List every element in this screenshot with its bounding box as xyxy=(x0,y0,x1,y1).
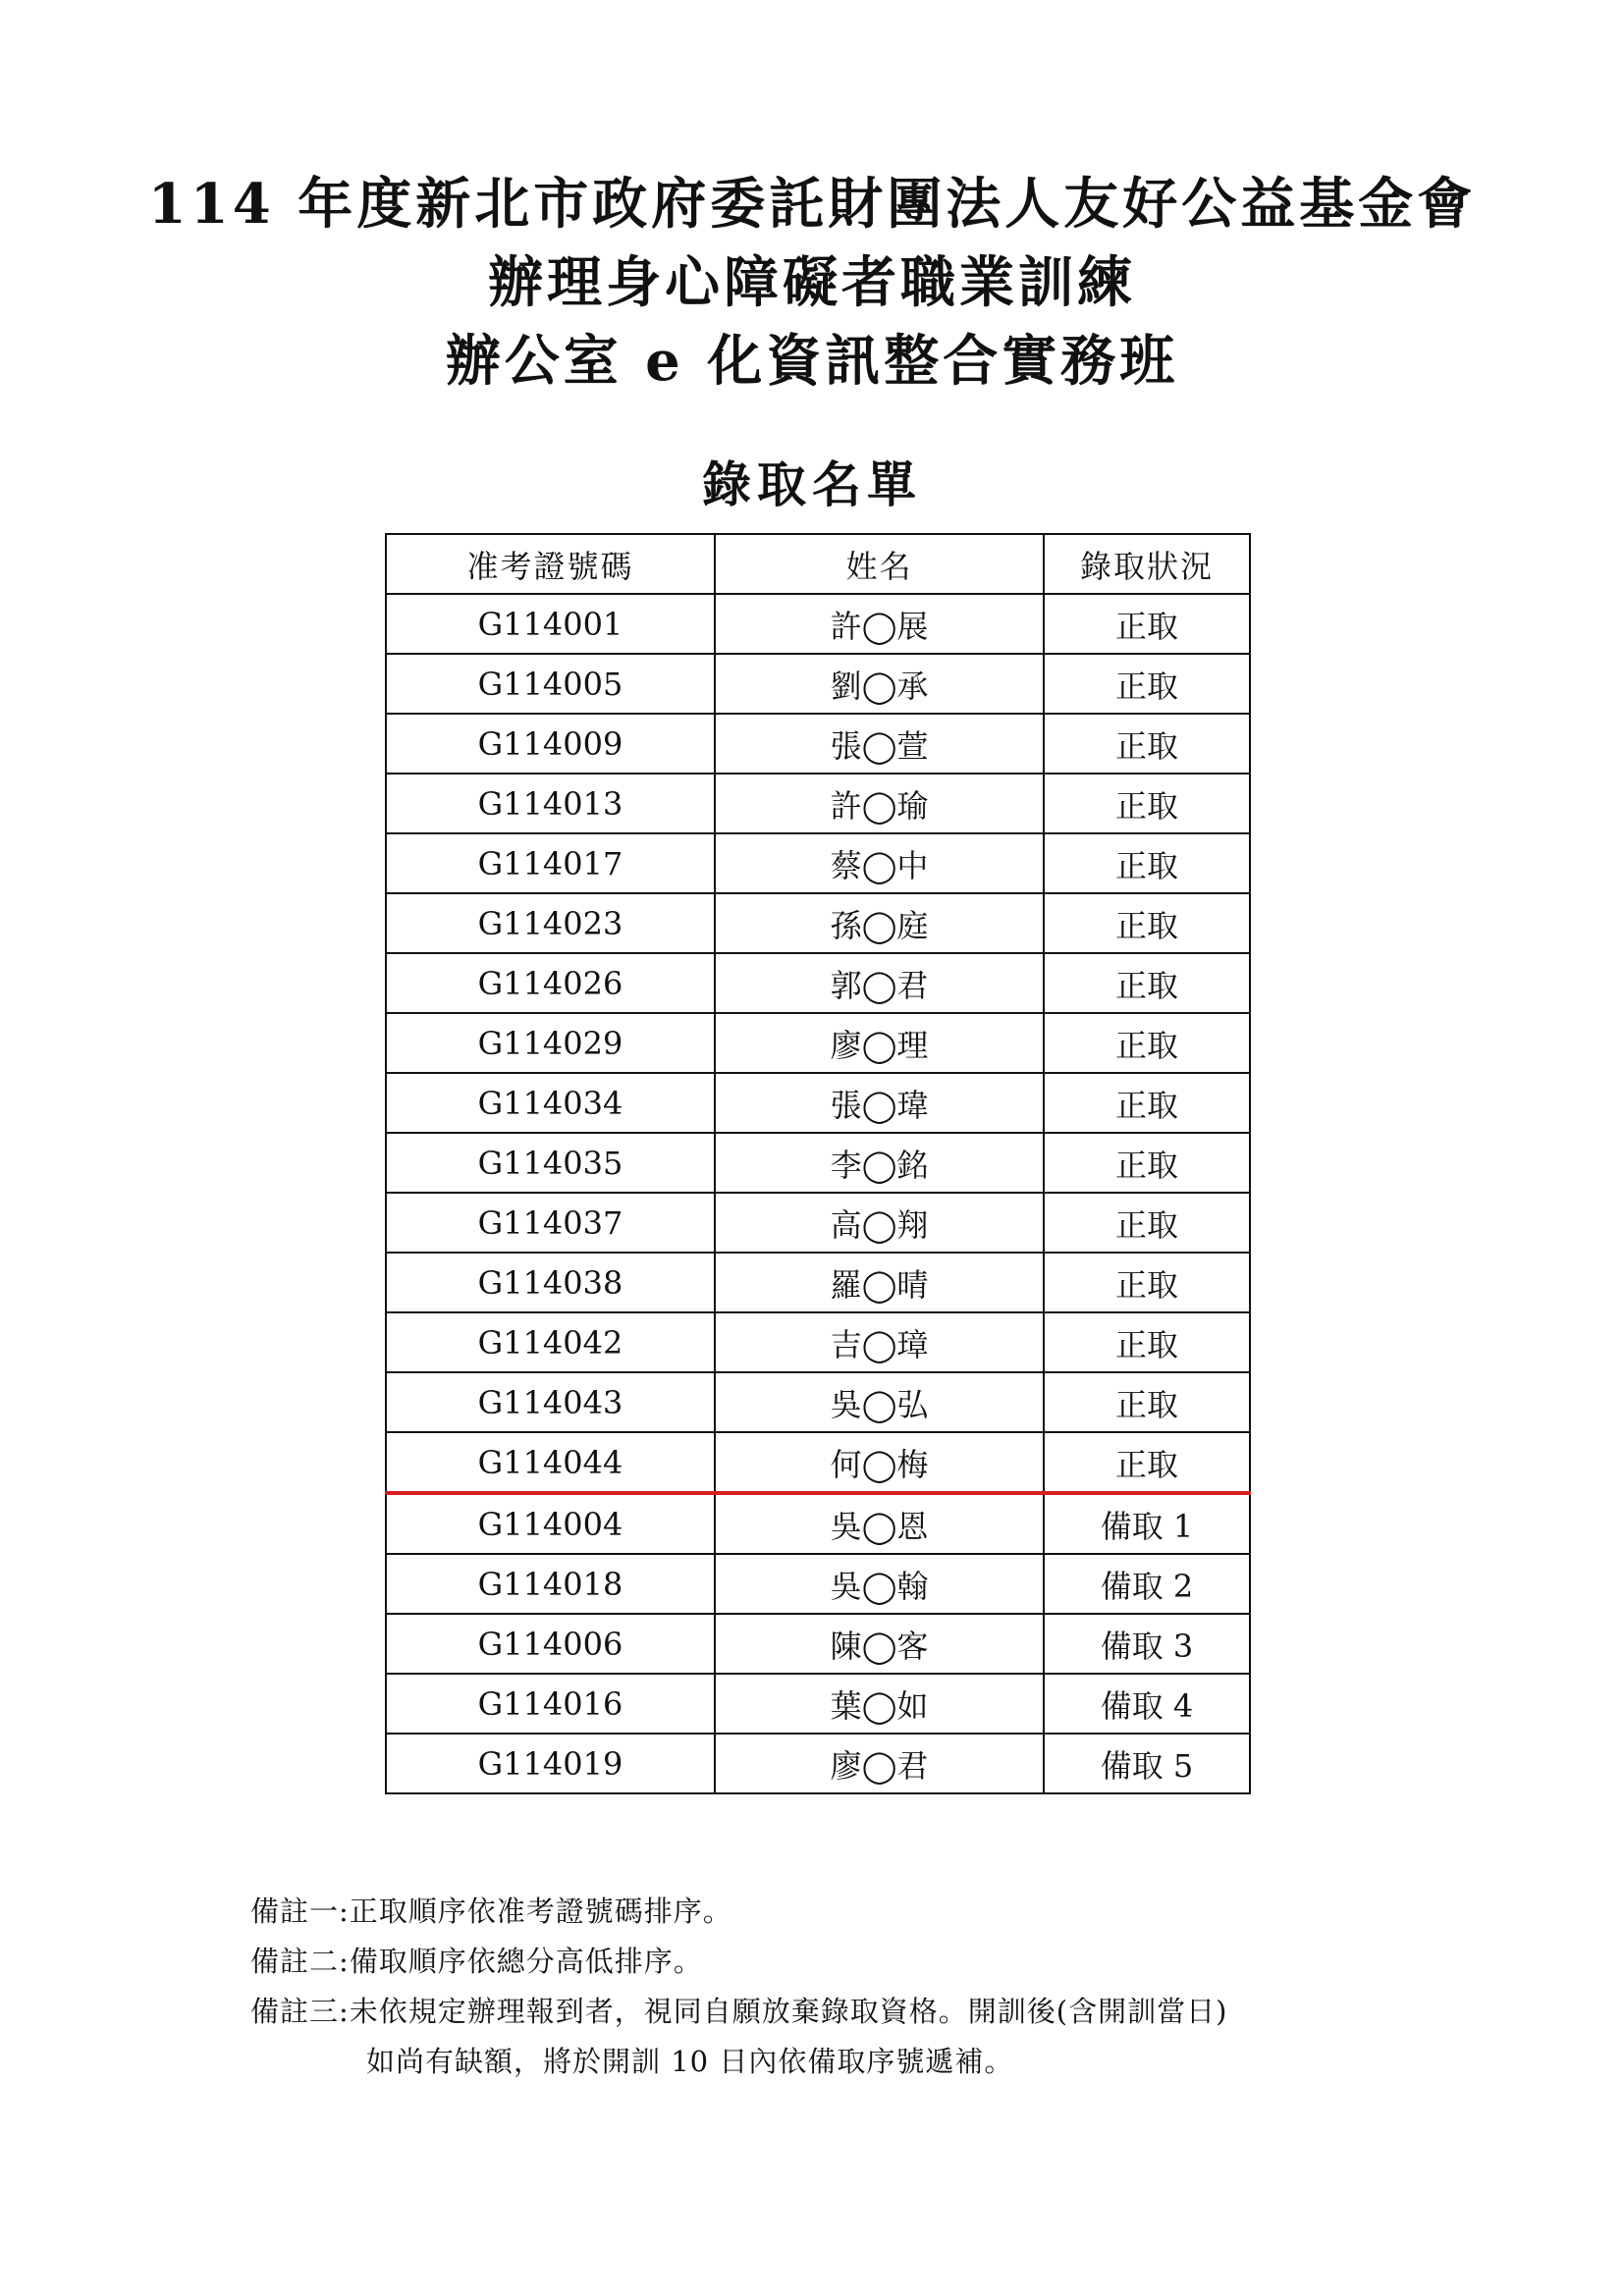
status-cell: 正取 xyxy=(1044,893,1250,953)
header-exam-number: 准考證號碼 xyxy=(386,534,715,594)
table-row xyxy=(386,1554,1250,1614)
exam-number-cell: G114034 xyxy=(386,1073,715,1133)
table-row xyxy=(386,1734,1250,1793)
title-line-2: 辦理身心障礙者職業訓練 xyxy=(488,250,1136,315)
header-status: 錄取狀況 xyxy=(1044,534,1250,594)
exam-number-cell: G114037 xyxy=(386,1193,715,1253)
title-line-3: 辦公室 e 化資訊整合實務班 xyxy=(445,329,1179,394)
name-cell: 吳◯翰 xyxy=(715,1554,1044,1614)
exam-number-cell: G114019 xyxy=(386,1734,715,1793)
table-row xyxy=(386,833,1250,893)
table-row xyxy=(386,953,1250,1013)
exam-number-cell: G114043 xyxy=(386,1372,715,1432)
exam-number-cell: G114029 xyxy=(386,1013,715,1073)
table-row xyxy=(386,1432,1250,1493)
table-row xyxy=(386,1312,1250,1372)
status-cell: 正取 xyxy=(1044,833,1250,893)
header-name: 姓名 xyxy=(715,534,1044,594)
notes-section xyxy=(250,1887,1409,2087)
name-cell: 張◯萱 xyxy=(715,714,1044,774)
table-row xyxy=(386,1614,1250,1674)
table-row xyxy=(386,1133,1250,1193)
name-cell: 孫◯庭 xyxy=(715,893,1044,953)
status-cell: 正取 xyxy=(1044,1133,1250,1193)
exam-number-cell: G114023 xyxy=(386,893,715,953)
exam-number-cell: G114038 xyxy=(386,1253,715,1312)
exam-number-cell: G114016 xyxy=(386,1674,715,1734)
exam-number-cell: G114017 xyxy=(386,833,715,893)
table-row xyxy=(386,1193,1250,1253)
status-cell: 備取 2 xyxy=(1044,1554,1250,1614)
exam-number-cell: G114018 xyxy=(386,1554,715,1614)
name-cell: 吉◯璋 xyxy=(715,1312,1044,1372)
name-cell: 劉◯承 xyxy=(715,654,1044,714)
table-row xyxy=(386,1073,1250,1133)
title-line-1: 114 年度新北市政府委託財團法人友好公益基金會 xyxy=(147,172,1477,237)
table-row xyxy=(386,1372,1250,1432)
status-cell: 正取 xyxy=(1044,594,1250,654)
status-cell: 正取 xyxy=(1044,1312,1250,1372)
table-row xyxy=(386,594,1250,654)
name-cell: 許◯展 xyxy=(715,594,1044,654)
status-cell: 正取 xyxy=(1044,1253,1250,1312)
status-cell: 正取 xyxy=(1044,953,1250,1013)
name-cell: 李◯銘 xyxy=(715,1133,1044,1193)
name-cell: 吳◯恩 xyxy=(715,1493,1044,1554)
name-cell: 蔡◯中 xyxy=(715,833,1044,893)
exam-number-cell: G114001 xyxy=(386,594,715,654)
exam-number-cell: G114026 xyxy=(386,953,715,1013)
status-cell: 備取 1 xyxy=(1044,1493,1250,1554)
table-header-row xyxy=(386,534,1250,594)
status-cell: 正取 xyxy=(1044,1013,1250,1073)
name-cell: 羅◯晴 xyxy=(715,1253,1044,1312)
status-cell: 正取 xyxy=(1044,1193,1250,1253)
status-cell: 正取 xyxy=(1044,1073,1250,1133)
name-cell: 廖◯君 xyxy=(715,1734,1044,1793)
table-row xyxy=(386,893,1250,953)
table-row xyxy=(386,1253,1250,1312)
exam-number-cell: G114005 xyxy=(386,654,715,714)
table-row xyxy=(386,1674,1250,1734)
status-cell: 備取 5 xyxy=(1044,1734,1250,1793)
exam-number-cell: G114042 xyxy=(386,1312,715,1372)
table-row xyxy=(386,714,1250,774)
admission-table xyxy=(385,533,1251,1794)
name-cell: 高◯翔 xyxy=(715,1193,1044,1253)
name-cell: 許◯瑜 xyxy=(715,774,1044,833)
status-cell: 備取 3 xyxy=(1044,1614,1250,1674)
name-cell: 郭◯君 xyxy=(715,953,1044,1013)
note-2: 備註二:備取順序依總分高低排序。 xyxy=(250,1945,703,1978)
status-cell: 備取 4 xyxy=(1044,1674,1250,1734)
table-row xyxy=(386,1013,1250,1073)
name-cell: 何◯梅 xyxy=(715,1432,1044,1493)
status-cell: 正取 xyxy=(1044,1432,1250,1493)
exam-number-cell: G114009 xyxy=(386,714,715,774)
status-cell: 正取 xyxy=(1044,654,1250,714)
name-cell: 陳◯客 xyxy=(715,1614,1044,1674)
table-row xyxy=(386,1493,1250,1554)
exam-number-cell: G114035 xyxy=(386,1133,715,1193)
name-cell: 吳◯弘 xyxy=(715,1372,1044,1432)
table-row xyxy=(386,654,1250,714)
name-cell: 廖◯理 xyxy=(715,1013,1044,1073)
status-cell: 正取 xyxy=(1044,714,1250,774)
exam-number-cell: G114004 xyxy=(386,1493,715,1554)
status-cell: 正取 xyxy=(1044,774,1250,833)
exam-number-cell: G114044 xyxy=(386,1432,715,1493)
note-3-continued: 如尚有缺額，將於開訓 10 日內依備取序號遞補。 xyxy=(366,2045,1014,2078)
exam-number-cell: G114013 xyxy=(386,774,715,833)
status-cell: 正取 xyxy=(1044,1372,1250,1432)
name-cell: 張◯瑋 xyxy=(715,1073,1044,1133)
table-row xyxy=(386,774,1250,833)
document-title xyxy=(0,165,1624,400)
note-1: 備註一:正取順序依准考證號碼排序。 xyxy=(250,1895,732,1928)
note-3: 備註三:未依規定辦理報到者，視同自願放棄錄取資格。開訓後(含開訓當日) xyxy=(250,1995,1228,2028)
name-cell: 葉◯如 xyxy=(715,1674,1044,1734)
table-body xyxy=(386,594,1250,1793)
exam-number-cell: G114006 xyxy=(386,1614,715,1674)
list-subtitle: 錄取名單 xyxy=(702,455,922,513)
